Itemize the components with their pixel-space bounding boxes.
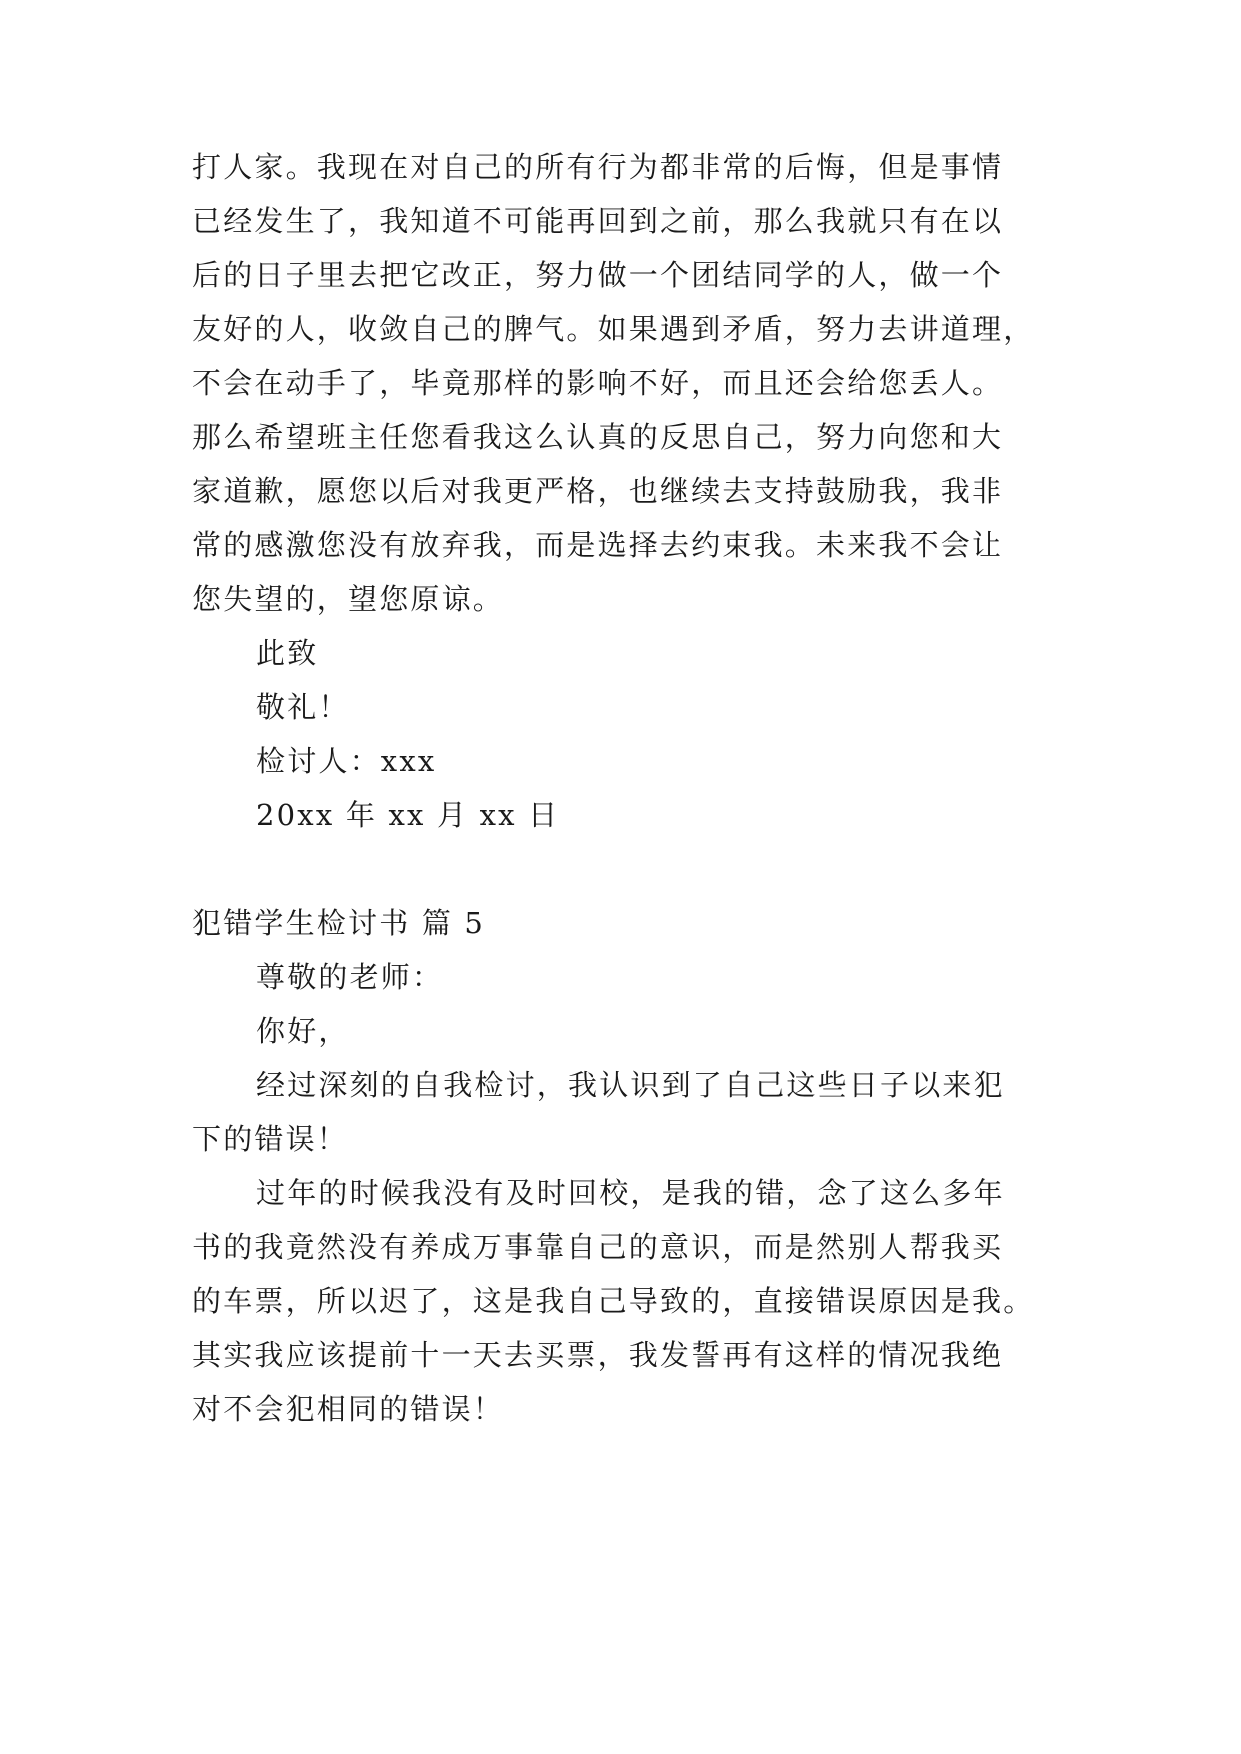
- paragraph-line: 已经发生了，我知道不可能再回到之前，那么我就只有在以: [192, 204, 1004, 238]
- paragraph-line: 那么希望班主任您看我这么认真的反思自己，努力向您和大: [192, 420, 1004, 454]
- letter-salute: 敬礼！: [256, 690, 350, 724]
- paragraph-line: 的车票，所以迟了，这是我自己导致的，直接错误原因是我。: [192, 1284, 1035, 1318]
- paragraph-line: 其实我应该提前十一天去买票，我发誓再有这样的情况我绝: [192, 1338, 1004, 1372]
- section-title: 犯错学生检讨书 篇 5: [192, 906, 486, 940]
- letter-signature: 检讨人：xxx: [256, 744, 437, 778]
- paragraph-line: 对不会犯相同的错误！: [192, 1392, 505, 1426]
- paragraph-line: 您失望的，望您原谅。: [192, 582, 505, 616]
- paragraph-line: 书的我竟然没有养成万事靠自己的意识，而是然别人帮我买: [192, 1230, 1004, 1264]
- paragraph-line: 不会在动手了，毕竟那样的影响不好，而且还会给您丢人。: [192, 366, 1004, 400]
- letter-closing: 此致: [256, 636, 319, 670]
- letter-hello: 你好，: [256, 1014, 350, 1048]
- paragraph-line: 后的日子里去把它改正，努力做一个团结同学的人，做一个: [192, 258, 1004, 292]
- paragraph-line: 打人家。我现在对自己的所有行为都非常的后悔，但是事情: [192, 150, 1004, 184]
- letter-date: 20xx 年 xx 月 xx 日: [256, 798, 560, 832]
- paragraph-line: 经过深刻的自我检讨，我认识到了自己这些日子以来犯: [256, 1068, 1005, 1102]
- letter-greeting: 尊敬的老师：: [256, 960, 444, 994]
- paragraph-line: 下的错误！: [192, 1122, 349, 1156]
- paragraph-line: 友好的人，收敛自己的脾气。如果遇到矛盾，努力去讲道理，: [192, 312, 1035, 346]
- paragraph-line: 过年的时候我没有及时回校，是我的错，念了这么多年: [256, 1176, 1005, 1210]
- paragraph-line: 常的感激您没有放弃我，而是选择去约束我。未来我不会让: [192, 528, 1004, 562]
- paragraph-line: 家道歉，愿您以后对我更严格，也继续去支持鼓励我，我非: [192, 474, 1004, 508]
